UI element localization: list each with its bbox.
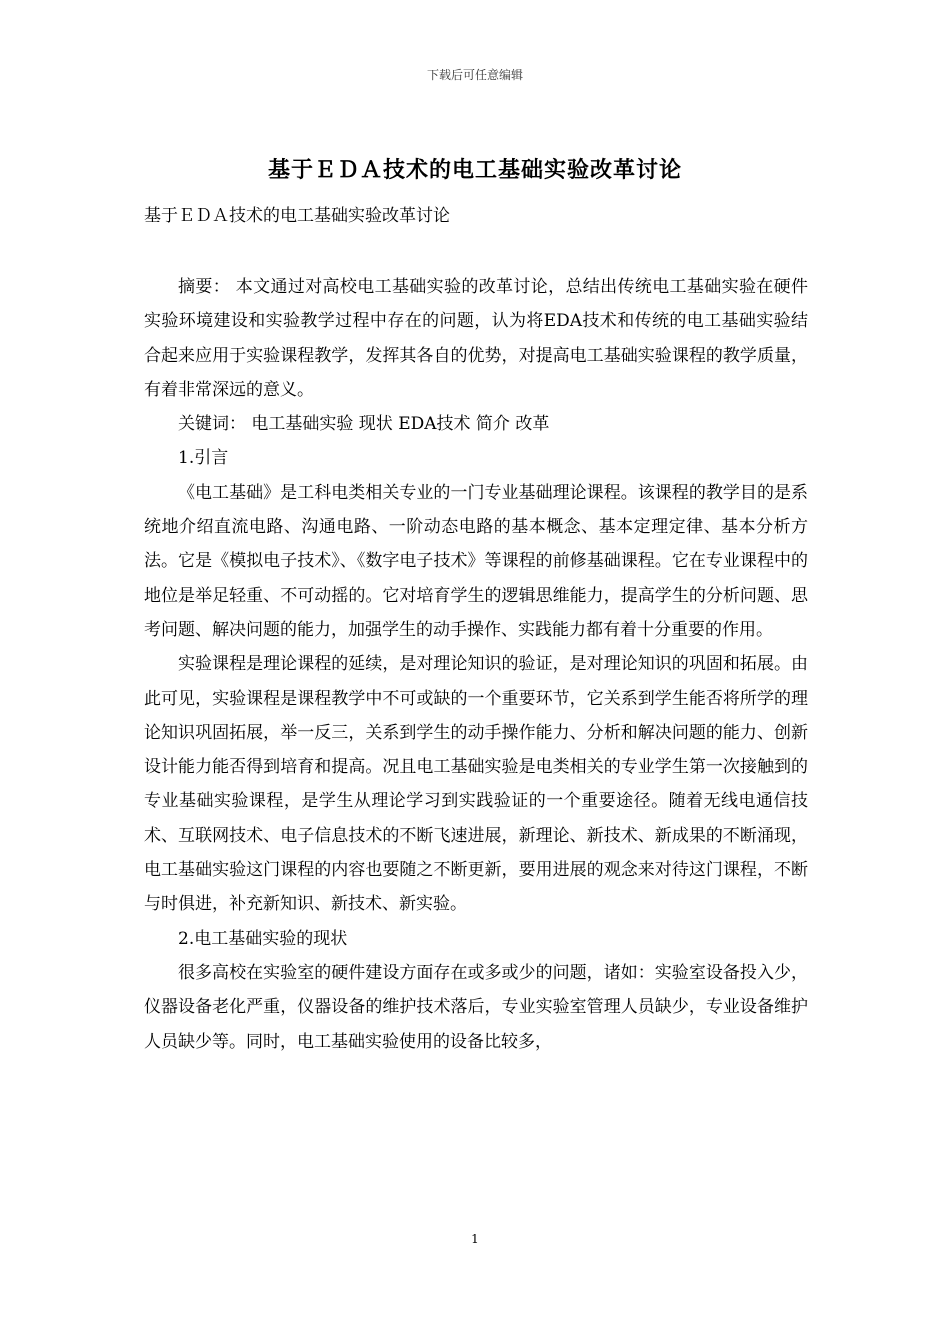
- page-header-note: 下载后可任意编辑: [426, 68, 523, 82]
- document-subtitle: 基于ＥＤＡ技术的电工基础实验改革讨论: [144, 206, 450, 226]
- body-paragraph: 《电工基础》是工科电类相关专业的一门专业基础理论课程。该课程的教学目的是系统地介绍直流电路、沟通电路、一阶动态电路的基本概念、基本定理定律、基本分析方法。它是《模拟电子技术》、《数字电子技术》等课程的前修基础课程。它在专业课程中的地位是举足轻重、不可动摇的。它对培育学生的逻辑思维能力，提高学生的分析问题、思考问题、解决问题的能力，加强学生的动手操作、实践能力都有着十分重要的作用。: [144, 482, 808, 640]
- document-body: [144, 270, 808, 1059]
- section-heading-status: 2.电工基础实验的现状: [178, 928, 348, 949]
- body-paragraph: 实验课程是理论课程的延续，是对理论知识的验证，是对理论知识的巩固和拓展。由此可见，实验课程是课程教学中不可或缺的一个重要环节，它关系到学生能否将所学的理论知识巩固拓展，举一反三，关系到学生的动手操作能力、分析和解决问题的能力、创新设计能力能否得到培育和提高。况且电工基础实验是电类相关的专业学生第一次接触到的专业基础实验课程，是学生从理论学习到实践验证的一个重要途径。随着无线电通信技术、互联网技术、电子信息技术的不断飞速进展，新理论、新技术、新成果的不断涌现，电工基础实验这门课程的内容也要随之不断更新，要用进展的观念来对待这门课程，不断与时俱进，补充新知识、新技术、新实验。: [144, 654, 808, 915]
- abstract-paragraph: 摘要： 本文通过对高校电工基础实验的改革讨论，总结出传统电工基础实验在硬件实验环境建设和实验教学过程中存在的问题，认为将EDA技术和传统的电工基础实验结合起来应用于实验课程教学，发挥其各自的优势，对提高电工基础实验课程的教学质量，有着非常深远的意义。: [144, 277, 808, 400]
- page-number: 1: [471, 1232, 479, 1246]
- document-title: 基于ＥＤＡ技术的电工基础实验改革讨论: [267, 157, 682, 183]
- body-paragraph: 很多高校在实验室的硬件建设方面存在或多或少的问题，诸如：实验室设备投入少，仪器设备老化严重，仪器设备的维护技术落后，专业实验室管理人员缺少，专业设备维护人员缺少等。同时，电工基础实验使用的设备比较多，: [144, 962, 808, 1052]
- section-heading-introduction: 1.引言: [178, 448, 229, 469]
- keywords-line: 关键词： 电工基础实验 现状 EDA技术 简介 改革: [178, 414, 550, 435]
